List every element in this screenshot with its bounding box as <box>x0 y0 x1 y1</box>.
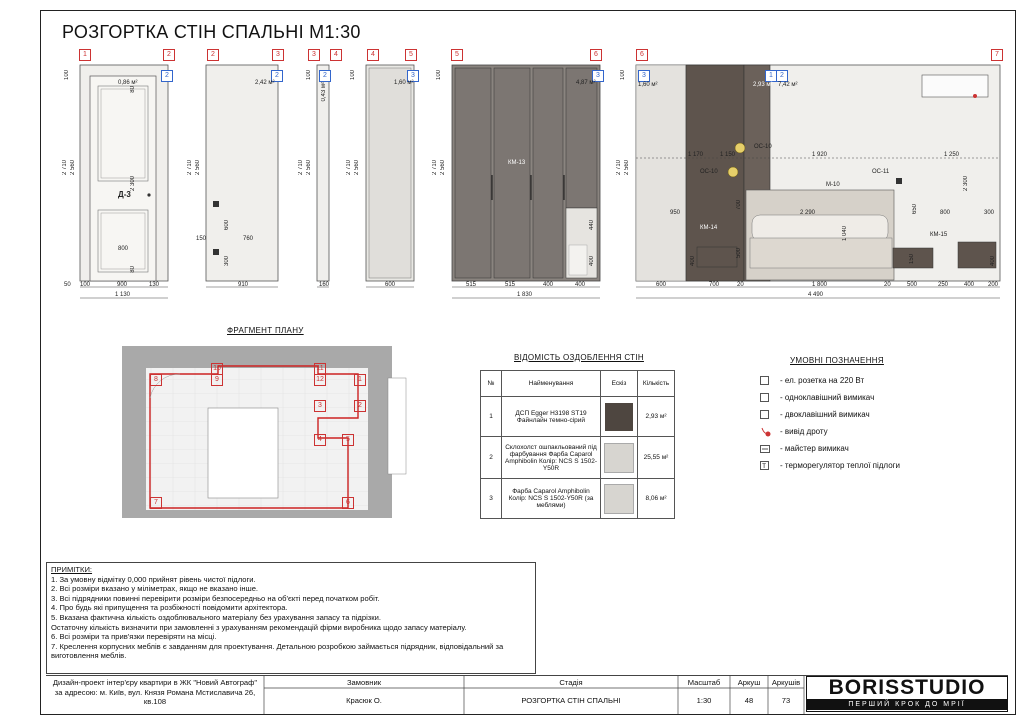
dim: 500 <box>736 248 742 259</box>
plan-marker: 12 <box>314 374 326 386</box>
legend-text: - ел. розетка на 220 Вт <box>780 376 865 385</box>
dim: 300 <box>224 256 230 267</box>
plan-marker: 4 <box>314 434 326 446</box>
legend-item <box>760 406 900 423</box>
wall-marker: 7 <box>991 49 1003 61</box>
double-switch-icon <box>760 410 769 419</box>
dim: 600 <box>656 282 667 288</box>
wall-marker: 3 <box>308 49 320 61</box>
dim: 700 <box>736 200 742 211</box>
area-label: 2,93 м² <box>753 82 773 88</box>
dim: 400 <box>543 282 554 288</box>
scale-value: 1:30 <box>696 696 712 705</box>
height-dim: 2 560 <box>440 160 446 176</box>
client-name: Красюк О. <box>346 696 382 705</box>
brand-name: BORISSTUDIO <box>828 676 986 699</box>
door-label: Д-3 <box>118 190 131 199</box>
finish-tag: 3 <box>407 70 419 82</box>
area-label: 0,43 м² <box>321 82 327 102</box>
table-row <box>481 397 675 437</box>
master-switch-icon <box>760 445 770 453</box>
note-line: Остаточну кількість визначити при замовленні з урахуванням рекомендацій фірми виробника щодо запасу матеріалу. <box>51 622 467 632</box>
col-header: Кількість <box>638 371 675 397</box>
row-number: 3 <box>481 479 502 519</box>
row-qty: 25,55 м² <box>638 437 675 479</box>
legend-text: - двоклавішний вимикач <box>780 410 870 419</box>
plan-marker: 1 <box>354 374 366 386</box>
scale-header: Масштаб <box>687 678 721 687</box>
legend <box>760 372 900 474</box>
dim: 1 250 <box>944 152 960 158</box>
lighting-label: ОС-10 <box>754 144 772 150</box>
client-header: Замовник <box>346 678 382 687</box>
legend-item <box>760 440 900 457</box>
note-line: 3. Всі підрядники повинні перевірити розміри безпосередньо на об'єкті перед початком робіт. <box>51 593 380 603</box>
studio-logo <box>806 676 1008 712</box>
dim: 300 <box>984 210 995 216</box>
lighting-label: ОС-10 <box>700 169 718 175</box>
lighting-label: М-10 <box>826 182 840 188</box>
finish-tag: 3 <box>592 70 604 82</box>
height-dim: 2 710 <box>298 160 304 176</box>
dim: 2 300 <box>130 176 136 192</box>
dim: 130 <box>149 282 160 288</box>
row-swatch <box>601 479 638 519</box>
furniture-label: КМ-13 <box>508 160 526 166</box>
dim: 20 <box>884 282 891 288</box>
dim: 400 <box>575 282 586 288</box>
plan-marker: 11 <box>314 363 326 375</box>
wall-marker: 3 <box>272 49 284 61</box>
dim: 600 <box>385 282 396 288</box>
dim: 80 <box>130 86 136 93</box>
wall-5-elevation <box>452 65 600 281</box>
dim: 800 <box>940 210 951 216</box>
area-label: 4,87 м² <box>576 80 596 86</box>
height-dim: 2 710 <box>187 160 193 176</box>
height-dim: 2 560 <box>70 160 76 176</box>
dim: 400 <box>990 256 996 267</box>
height-dim: 2 560 <box>306 160 312 176</box>
legend-item <box>760 457 900 474</box>
note-line: 5. Вказана фактична кількість оздоблювального матеріалу без урахування запасу та підрізки. <box>51 612 381 622</box>
dim: 150 <box>196 236 207 242</box>
plan-title: ФРАГМЕНТ ПЛАНУ <box>227 326 304 335</box>
finish-tag: 1 <box>765 70 777 82</box>
lighting-label: ОС-11 <box>872 169 890 175</box>
row-qty: 8,06 м² <box>638 479 675 519</box>
brand-tagline: ПЕРШИЙ КРОК ДО МРІЇ <box>807 699 1007 710</box>
dim: 1 170 <box>688 152 704 158</box>
notes-box <box>46 562 536 674</box>
row-swatch <box>601 397 638 437</box>
row-swatch <box>601 437 638 479</box>
finishes-table <box>480 370 675 519</box>
dim: 1 040 <box>842 226 848 242</box>
total-dim: 4 490 <box>808 292 824 298</box>
sheets-value: 73 <box>781 696 791 705</box>
top-dim: 100 <box>350 70 356 81</box>
project-description: Дизайн-проект інтер'єру квартири в ЖК "Новий Автограф" за адресою: м. Київ, вул. Князя Романа Мстиславича 26, кв.108 <box>52 678 258 707</box>
wall-marker: 1 <box>79 49 91 61</box>
stage-header: Стадія <box>559 678 583 687</box>
furniture-label: КМ-15 <box>930 232 948 238</box>
legend-item <box>760 423 900 440</box>
socket-icon <box>760 376 769 385</box>
finish-tag: 2 <box>161 70 173 82</box>
dim: 1 920 <box>812 152 828 158</box>
plan-marker: 5 <box>342 434 354 446</box>
dim: 50 <box>64 282 71 288</box>
dim: 515 <box>466 282 477 288</box>
dim: 760 <box>243 236 254 242</box>
wall-marker: 5 <box>405 49 417 61</box>
dim: 160 <box>319 282 330 288</box>
dim: 100 <box>80 282 91 288</box>
note-line: 6. Всі розміри та прив'язки перевіряти на місці. <box>51 632 217 642</box>
area-label: 1,60 м² <box>638 82 658 88</box>
sheet-header: Аркуш <box>737 678 761 687</box>
top-dim: 100 <box>64 70 70 81</box>
dim: 20 <box>737 282 744 288</box>
dim: 600 <box>224 220 230 231</box>
finish-tag: 3 <box>638 70 650 82</box>
note-line: 2. Всі розміри вказано у міліметрах, якщо не вказано інше. <box>51 584 259 594</box>
wall-2-elevation <box>206 65 278 281</box>
plan-marker: 9 <box>211 374 223 386</box>
height-dim: 2 710 <box>616 160 622 176</box>
dim: 80 <box>130 266 136 273</box>
plan-marker: 7 <box>150 497 162 509</box>
dim: 700 <box>709 282 720 288</box>
dim: 515 <box>505 282 516 288</box>
row-number: 1 <box>481 397 502 437</box>
legend-item <box>760 372 900 389</box>
top-dim: 100 <box>306 70 312 81</box>
row-name: Фарба Caparol Amphibolin Колір: NCS S 1502-Y50R (за меблями) <box>502 479 601 519</box>
height-dim: 2 710 <box>432 160 438 176</box>
stage-value: РОЗГОРТКА СТІН СПАЛЬНІ <box>521 696 621 705</box>
table-row <box>481 437 675 479</box>
svg-text:T: T <box>762 464 766 470</box>
furniture-label: КМ-14 <box>700 225 718 231</box>
dim: 950 <box>670 210 681 216</box>
finishes-title: ВІДОМІСТЬ ОЗДОБЛЕННЯ СТІН <box>514 353 644 362</box>
note-line: 4. Про будь які припущення та розбіжності повідомити архітектора. <box>51 603 288 613</box>
note-line: 7. Креслення корпусних меблів є завданням для проектування. Детальною розробкою займається підрядник, відповідальний за виготовлення меблів. <box>51 641 504 661</box>
area-label: 1,60 м² <box>394 80 414 86</box>
wall-marker: 2 <box>163 49 175 61</box>
dim: 800 <box>118 246 129 252</box>
col-header: Найменування <box>502 371 601 397</box>
total-dim: 1 130 <box>115 292 131 298</box>
area-label: 0,86 м² <box>118 80 138 86</box>
height-dim: 2 710 <box>346 160 352 176</box>
row-qty: 2,93 м² <box>638 397 675 437</box>
wall-marker: 4 <box>330 49 342 61</box>
total-dim: 1 830 <box>517 292 533 298</box>
dim: 200 <box>988 282 999 288</box>
thermostat-icon <box>760 461 769 470</box>
plan-marker: 6 <box>342 497 354 509</box>
wire-outlet-icon <box>760 426 772 438</box>
height-dim: 2 560 <box>195 160 201 176</box>
wall-marker: 6 <box>590 49 602 61</box>
finish-tag: 2 <box>319 70 331 82</box>
wall-marker: 6 <box>636 49 648 61</box>
dim: 150 <box>909 254 915 265</box>
row-name: Склохолст ошпакльований під фарбування Фарба Caparol Amphibolin Колір: NCS S 1502-Y50R <box>502 437 601 479</box>
dim: 1 150 <box>720 152 736 158</box>
dim: 440 <box>589 220 595 231</box>
dim: 650 <box>912 204 918 215</box>
page-title: РОЗГОРТКА СТІН СПАЛЬНІ М1:30 <box>62 22 361 42</box>
dim: 900 <box>117 282 128 288</box>
col-header: № <box>481 371 502 397</box>
plan-marker: 10 <box>211 363 223 375</box>
height-dim: 2 710 <box>62 160 68 176</box>
wall-marker: 5 <box>451 49 463 61</box>
wall-4-elevation <box>366 65 414 281</box>
height-dim: 2 560 <box>354 160 360 176</box>
dim: 400 <box>964 282 975 288</box>
sheets-header: Аркушів <box>771 678 801 687</box>
sheet-value: 48 <box>744 696 754 705</box>
wall-6-elevation <box>636 65 1000 281</box>
dim: 500 <box>907 282 918 288</box>
legend-text: - одноклавішний вимикач <box>780 393 875 402</box>
legend-text: - вивід дроту <box>780 427 828 436</box>
wall-marker: 4 <box>367 49 379 61</box>
top-dim: 100 <box>620 70 626 81</box>
legend-item <box>760 389 900 406</box>
plan-marker: 3 <box>314 400 326 412</box>
table-row <box>481 479 675 519</box>
single-switch-icon <box>760 393 769 402</box>
dim: 2 300 <box>963 176 969 192</box>
plan-marker: 2 <box>354 400 366 412</box>
dim: 400 <box>690 256 696 267</box>
legend-text: - майстер вимикач <box>780 444 849 453</box>
finish-tag: 2 <box>776 70 788 82</box>
legend-text: - терморегулятор теплої підлоги <box>780 461 901 470</box>
finish-tag: 2 <box>271 70 283 82</box>
plan-marker: 8 <box>150 374 162 386</box>
height-dim: 2 560 <box>624 160 630 176</box>
dim: 2 290 <box>800 210 816 216</box>
dim: 400 <box>589 256 595 267</box>
notes-heading: ПРИМІТКИ: <box>51 565 93 574</box>
legend-title: УМОВНІ ПОЗНАЧЕННЯ <box>790 356 884 365</box>
dim: 1 800 <box>812 282 828 288</box>
row-number: 2 <box>481 437 502 479</box>
note-line: 1. За умовну відмітку 0,000 прийнят рівень чистої підлоги. <box>51 574 256 584</box>
wall-marker: 2 <box>207 49 219 61</box>
area-label: 2,42 м² <box>255 80 275 86</box>
dim: 250 <box>938 282 949 288</box>
col-header: Ескіз <box>601 371 638 397</box>
dim: 910 <box>238 282 249 288</box>
area-label: 7,42 м² <box>778 82 798 88</box>
top-dim: 100 <box>436 70 442 81</box>
row-name: ДСП Egger H3198 ST19 Файнлайн темно-сірий <box>502 397 601 437</box>
